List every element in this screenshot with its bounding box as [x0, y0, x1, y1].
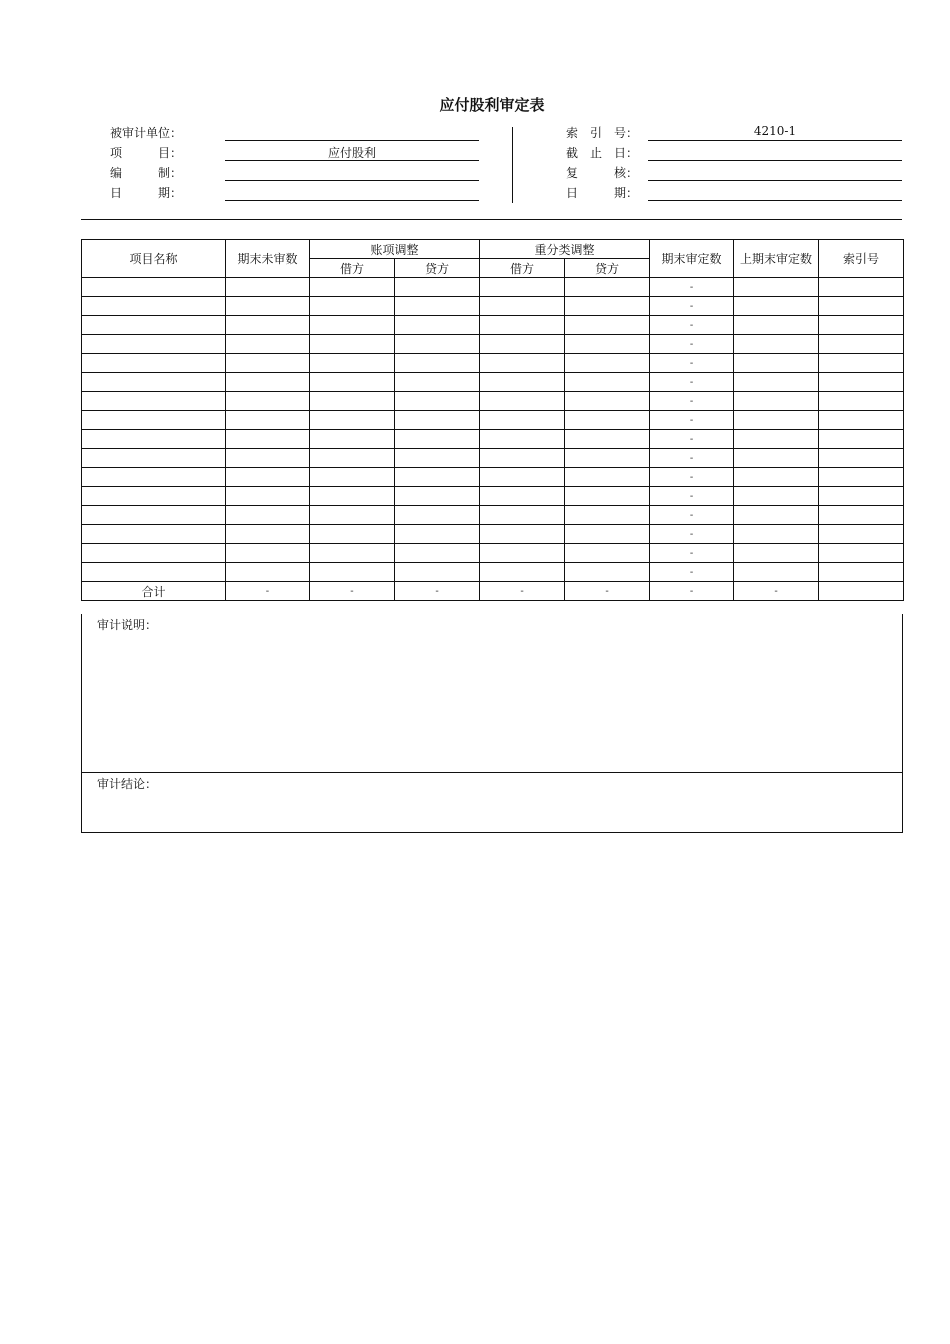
cell-reclass-credit[interactable]: [565, 544, 650, 563]
cell-prior-audited[interactable]: [734, 297, 819, 316]
audit-description-box[interactable]: [81, 614, 903, 773]
table-row: [82, 487, 904, 506]
cell-index[interactable]: [819, 316, 904, 335]
cell-item[interactable]: [82, 316, 226, 335]
cell-account-debit[interactable]: [310, 297, 395, 316]
total-reclass-debit: -: [480, 582, 565, 601]
cell-index[interactable]: [819, 563, 904, 582]
cell-item[interactable]: [82, 335, 226, 354]
page-title: 应付股利审定表: [439, 96, 545, 114]
prepare-date-field[interactable]: [225, 200, 479, 201]
total-prior-audited: -: [734, 582, 819, 601]
cell-account-credit[interactable]: [395, 430, 480, 449]
cell-account-debit[interactable]: [310, 449, 395, 468]
col-audited-header: 期末审定数: [650, 240, 734, 278]
table-row: [82, 563, 904, 582]
cell-audited[interactable]: -: [650, 392, 734, 411]
cell-account-credit[interactable]: [395, 373, 480, 392]
cell-account-credit[interactable]: [395, 506, 480, 525]
cell-prior-audited[interactable]: [734, 335, 819, 354]
cell-audited[interactable]: -: [650, 297, 734, 316]
cell-unaudited[interactable]: [226, 411, 310, 430]
review-date-label: 日 期：: [566, 186, 639, 200]
audit-conclusion-box[interactable]: [81, 772, 903, 833]
cell-index[interactable]: [819, 335, 904, 354]
cell-unaudited[interactable]: [226, 278, 310, 297]
preparer-field[interactable]: [225, 180, 479, 181]
cell-reclass-debit[interactable]: [480, 468, 565, 487]
cell-unaudited[interactable]: [226, 335, 310, 354]
cell-account-debit[interactable]: [310, 506, 395, 525]
cell-account-credit[interactable]: [395, 563, 480, 582]
table-row: [82, 544, 904, 563]
total-account-debit: -: [310, 582, 395, 601]
index-no-label: 索 引 号：: [566, 126, 639, 140]
cell-reclass-debit[interactable]: [480, 487, 565, 506]
table-row: [82, 392, 904, 411]
table-row: [82, 449, 904, 468]
col-item-name-header: 项目名称: [82, 240, 226, 278]
cell-index[interactable]: [819, 468, 904, 487]
reviewer-field[interactable]: [648, 180, 902, 181]
cutoff-date-label: 截 止 日：: [566, 146, 639, 160]
cell-item[interactable]: [82, 487, 226, 506]
cell-prior-audited[interactable]: [734, 449, 819, 468]
col-reclass-debit-header: 借方: [480, 259, 565, 278]
cell-index[interactable]: [819, 487, 904, 506]
cell-unaudited[interactable]: [226, 316, 310, 335]
cell-prior-audited[interactable]: [734, 468, 819, 487]
cell-account-debit[interactable]: [310, 373, 395, 392]
cell-audited[interactable]: -: [650, 411, 734, 430]
index-no-value: 4210-1: [753, 124, 797, 138]
cell-account-credit[interactable]: [395, 392, 480, 411]
cell-audited[interactable]: -: [650, 316, 734, 335]
cell-index[interactable]: [819, 506, 904, 525]
col-account-credit-header: 贷方: [395, 259, 480, 278]
cutoff-date-field[interactable]: [648, 160, 902, 161]
cell-prior-audited[interactable]: [734, 506, 819, 525]
table-row: [82, 468, 904, 487]
cell-prior-audited[interactable]: [734, 373, 819, 392]
cell-item[interactable]: [82, 373, 226, 392]
cell-account-credit[interactable]: [395, 354, 480, 373]
cell-reclass-credit[interactable]: [565, 316, 650, 335]
cell-account-credit[interactable]: [395, 316, 480, 335]
cell-item[interactable]: [82, 544, 226, 563]
cell-item[interactable]: [82, 468, 226, 487]
cell-audited[interactable]: -: [650, 506, 734, 525]
cell-reclass-credit[interactable]: [565, 525, 650, 544]
cell-index[interactable]: [819, 525, 904, 544]
cell-reclass-credit[interactable]: [565, 563, 650, 582]
table-row: [82, 525, 904, 544]
cell-unaudited[interactable]: [226, 544, 310, 563]
total-audited: -: [650, 582, 734, 601]
cell-item[interactable]: [82, 411, 226, 430]
total-unaudited: -: [226, 582, 310, 601]
cell-audited[interactable]: -: [650, 563, 734, 582]
cell-item[interactable]: [82, 430, 226, 449]
cell-prior-audited[interactable]: [734, 430, 819, 449]
cell-reclass-debit[interactable]: [480, 392, 565, 411]
cell-reclass-debit[interactable]: [480, 449, 565, 468]
item-label: 项 目：: [110, 146, 183, 160]
cell-reclass-credit[interactable]: [565, 335, 650, 354]
cell-audited[interactable]: -: [650, 487, 734, 506]
cell-reclass-debit[interactable]: [480, 316, 565, 335]
cell-account-debit[interactable]: [310, 563, 395, 582]
cell-unaudited[interactable]: [226, 297, 310, 316]
header-divider: [512, 127, 513, 203]
table-row: [82, 430, 904, 449]
col-unaudited-header: 期末未审数: [226, 240, 310, 278]
cell-prior-audited[interactable]: [734, 525, 819, 544]
cell-account-debit[interactable]: [310, 316, 395, 335]
cell-unaudited[interactable]: [226, 506, 310, 525]
cell-reclass-debit[interactable]: [480, 297, 565, 316]
cell-item[interactable]: [82, 506, 226, 525]
cell-unaudited[interactable]: [226, 525, 310, 544]
cell-account-debit[interactable]: [310, 411, 395, 430]
table-row: [82, 373, 904, 392]
cell-reclass-debit[interactable]: [480, 563, 565, 582]
cell-audited[interactable]: -: [650, 525, 734, 544]
cell-account-debit[interactable]: [310, 278, 395, 297]
header-rule: [81, 219, 902, 220]
cell-account-credit[interactable]: [395, 525, 480, 544]
cell-prior-audited[interactable]: [734, 278, 819, 297]
cell-account-credit[interactable]: [395, 544, 480, 563]
cell-item[interactable]: [82, 392, 226, 411]
cell-reclass-debit[interactable]: [480, 430, 565, 449]
total-label: 合计: [82, 582, 226, 601]
table-row: [82, 297, 904, 316]
cell-account-credit[interactable]: [395, 278, 480, 297]
preparer-label: 编 制：: [110, 166, 183, 180]
cell-reclass-debit[interactable]: [480, 278, 565, 297]
cell-account-debit[interactable]: [310, 392, 395, 411]
cell-reclass-credit[interactable]: [565, 487, 650, 506]
col-prior-audited-header: 上期末审定数: [734, 240, 819, 278]
cell-item[interactable]: [82, 354, 226, 373]
cell-item[interactable]: [82, 563, 226, 582]
total-reclass-credit: -: [565, 582, 650, 601]
cell-account-debit[interactable]: [310, 544, 395, 563]
cell-reclass-debit[interactable]: [480, 354, 565, 373]
total-index: [819, 582, 904, 601]
table-row: [82, 278, 904, 297]
cell-index[interactable]: [819, 297, 904, 316]
col-reclass-adjust-header: 重分类调整: [480, 240, 650, 259]
index-no-field[interactable]: [648, 140, 902, 141]
cell-prior-audited[interactable]: [734, 487, 819, 506]
prepare-date-label: 日 期：: [110, 186, 183, 200]
cell-account-debit[interactable]: [310, 335, 395, 354]
cell-reclass-credit[interactable]: [565, 468, 650, 487]
cell-reclass-debit[interactable]: [480, 335, 565, 354]
cell-index[interactable]: [819, 354, 904, 373]
cell-unaudited[interactable]: [226, 430, 310, 449]
cell-prior-audited[interactable]: [734, 563, 819, 582]
table-row: [82, 335, 904, 354]
cell-audited[interactable]: -: [650, 373, 734, 392]
cell-account-debit[interactable]: [310, 430, 395, 449]
cell-prior-audited[interactable]: [734, 392, 819, 411]
total-account-credit: -: [395, 582, 480, 601]
review-date-field[interactable]: [648, 200, 902, 201]
cell-account-credit[interactable]: [395, 297, 480, 316]
cell-reclass-credit[interactable]: [565, 449, 650, 468]
cell-unaudited[interactable]: [226, 354, 310, 373]
col-account-debit-header: 借方: [310, 259, 395, 278]
cell-audited[interactable]: -: [650, 449, 734, 468]
cell-account-credit[interactable]: [395, 468, 480, 487]
cell-index[interactable]: [819, 278, 904, 297]
reviewer-label: 复 核：: [566, 166, 639, 180]
cell-reclass-debit[interactable]: [480, 506, 565, 525]
cell-unaudited[interactable]: [226, 487, 310, 506]
cell-audited[interactable]: -: [650, 544, 734, 563]
cell-reclass-credit[interactable]: [565, 411, 650, 430]
audit-description-label: 审计说明：: [97, 618, 158, 632]
audited-entity-field[interactable]: [225, 140, 479, 141]
cell-reclass-credit[interactable]: [565, 506, 650, 525]
cell-index[interactable]: [819, 392, 904, 411]
cell-unaudited[interactable]: [226, 373, 310, 392]
cell-reclass-credit[interactable]: [565, 354, 650, 373]
cell-item[interactable]: [82, 278, 226, 297]
cell-account-credit[interactable]: [395, 487, 480, 506]
cell-unaudited[interactable]: [226, 449, 310, 468]
col-index-header: 索引号: [819, 240, 904, 278]
cell-item[interactable]: [82, 449, 226, 468]
cell-index[interactable]: [819, 373, 904, 392]
total-row: [82, 582, 904, 601]
cell-account-debit[interactable]: [310, 487, 395, 506]
cell-account-credit[interactable]: [395, 449, 480, 468]
cell-audited[interactable]: -: [650, 278, 734, 297]
table-row: [82, 316, 904, 335]
cell-reclass-credit[interactable]: [565, 373, 650, 392]
cell-account-debit[interactable]: [310, 468, 395, 487]
cell-reclass-credit[interactable]: [565, 278, 650, 297]
cell-audited[interactable]: -: [650, 354, 734, 373]
table-row: [82, 411, 904, 430]
cell-account-debit[interactable]: [310, 354, 395, 373]
cell-index[interactable]: [819, 449, 904, 468]
cell-audited[interactable]: -: [650, 430, 734, 449]
audit-conclusion-label: 审计结论：: [97, 777, 158, 791]
cell-prior-audited[interactable]: [734, 316, 819, 335]
col-account-adjust-header: 账项调整: [310, 240, 480, 259]
cell-reclass-debit[interactable]: [480, 411, 565, 430]
table-body: [82, 278, 904, 582]
cell-reclass-credit[interactable]: [565, 297, 650, 316]
cell-audited[interactable]: -: [650, 468, 734, 487]
cell-account-debit[interactable]: [310, 525, 395, 544]
cell-reclass-debit[interactable]: [480, 373, 565, 392]
cell-unaudited[interactable]: [226, 563, 310, 582]
cell-prior-audited[interactable]: [734, 544, 819, 563]
audited-entity-label: 被审计单位：: [110, 126, 183, 140]
cell-item[interactable]: [82, 297, 226, 316]
cell-reclass-credit[interactable]: [565, 392, 650, 411]
cell-reclass-debit[interactable]: [480, 525, 565, 544]
cell-item[interactable]: [82, 525, 226, 544]
table-row: [82, 354, 904, 373]
cell-index[interactable]: [819, 430, 904, 449]
audit-table: [81, 239, 904, 601]
cell-reclass-debit[interactable]: [480, 544, 565, 563]
cell-prior-audited[interactable]: [734, 411, 819, 430]
cell-index[interactable]: [819, 411, 904, 430]
cell-reclass-credit[interactable]: [565, 430, 650, 449]
item-value: 应付股利: [327, 146, 376, 160]
cell-unaudited[interactable]: [226, 468, 310, 487]
cell-account-credit[interactable]: [395, 335, 480, 354]
cell-prior-audited[interactable]: [734, 354, 819, 373]
cell-audited[interactable]: -: [650, 335, 734, 354]
cell-account-credit[interactable]: [395, 411, 480, 430]
cell-index[interactable]: [819, 544, 904, 563]
cell-unaudited[interactable]: [226, 392, 310, 411]
col-reclass-credit-header: 贷方: [565, 259, 650, 278]
table-row: [82, 506, 904, 525]
